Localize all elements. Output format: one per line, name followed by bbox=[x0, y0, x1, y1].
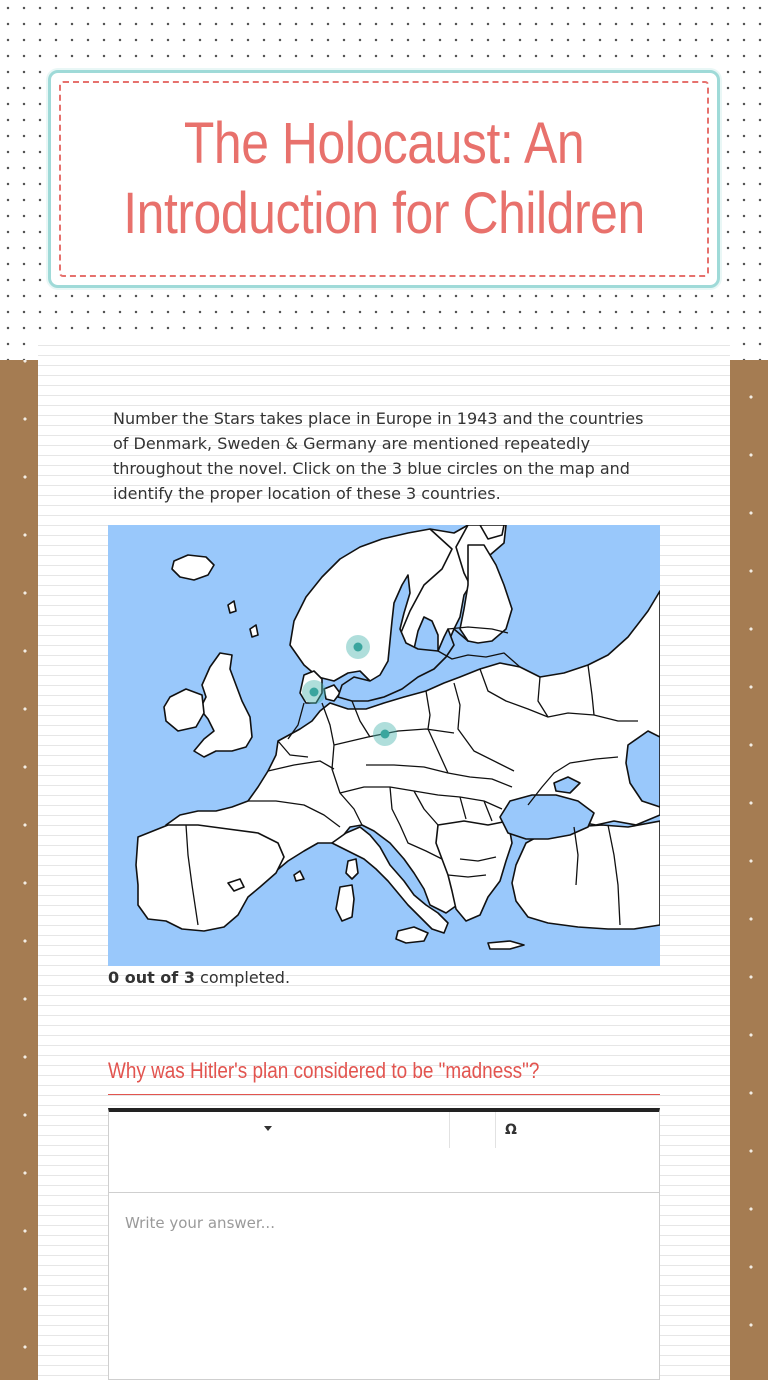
answer-input[interactable] bbox=[109, 1196, 659, 1380]
progress-count: 0 out of 3 bbox=[108, 968, 195, 987]
progress-suffix: completed. bbox=[194, 968, 291, 987]
format-dropdown[interactable] bbox=[109, 1112, 450, 1148]
hotspot-denmark[interactable] bbox=[302, 680, 326, 704]
hotspot-sweden[interactable] bbox=[346, 635, 370, 659]
special-character-button[interactable]: Ω bbox=[505, 1122, 517, 1138]
europe-map bbox=[108, 525, 660, 966]
kraft-border-right bbox=[730, 360, 768, 1380]
hotspot-germany[interactable] bbox=[373, 722, 397, 746]
editor-toolbar bbox=[109, 1112, 659, 1193]
europe-map-graphic bbox=[108, 525, 660, 966]
question-text: Why was Hitler's plan considered to be "madness"? bbox=[108, 1058, 540, 1083]
instructions-text: Number the Stars takes place in Europe in 1943 and the countries of Denmark, Sweden & Germany are mentioned repeatedly throughout the novel. Click on the 3 blue circles on the map and identify the proper location of these 3 countries. bbox=[113, 409, 644, 503]
toolbar-divider bbox=[495, 1112, 496, 1148]
kraft-border-left bbox=[0, 360, 38, 1380]
title-card bbox=[48, 70, 720, 288]
progress-status bbox=[108, 966, 290, 990]
worksheet-paper bbox=[38, 336, 730, 1380]
caret-down-icon bbox=[264, 1126, 272, 1131]
question-heading bbox=[108, 1058, 660, 1095]
page-title: The Holocaust: An Introduction for Children bbox=[123, 111, 645, 246]
answer-editor bbox=[108, 1108, 660, 1380]
title-frame bbox=[59, 81, 709, 277]
